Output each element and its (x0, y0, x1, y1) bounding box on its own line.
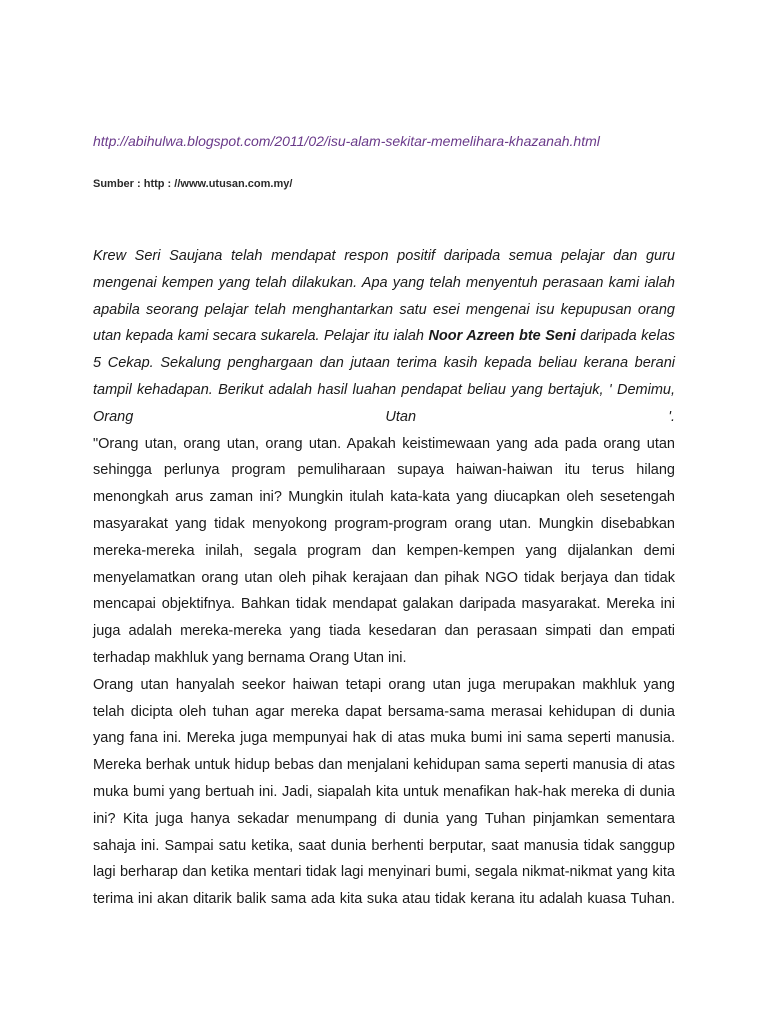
essay-paragraph-1: "Orang utan, orang utan, orang utan. Apakah keistimewaan yang ada pada orang utan sehingga perlunya program pemuliharaan supaya haiwan-haiwan itu terus hilang menongkah arus zaman ini? Mungkin itulah kata-kata yang diucapkan oleh sesetengah masyarakat yang tidak menyokong program-program orang utan. Mungkin disebabkan mereka-mereka inilah, segala program dan kempen-kempen yang dijalankan demi menyelamatkan orang utan oleh pihak kerajaan dan pihak NGO tidak berjaya dan tidak mencapai objektifnya. Bahkan tidak mendapat galakan daripada masyarakat. Mereka ini juga adalah mereka-mereka yang tiada kesedaran dan perasaan simpati dan empati terhadap makhluk yang bernama Orang Utan ini. (93, 435, 675, 666)
student-name: Noor Azreen bte Seni (428, 328, 576, 345)
essay-paragraph-2: Orang utan hanyalah seekor haiwan tetapi orang utan juga merupakan makhluk yang telah dicipta oleh tuhan agar mereka dapat bersama-sama merasai kehidupan di dunia yang fana ini. Mereka juga mempunyai hak di atas muka bumi ini sama seperti manusia. Mereka berhak untuk hidup bebas dan menjalani kehidupan sama seperti manusia di atas muka bumi yang bertuah ini. Jadi, siapalah kita untuk menafikan hak-hak mereka di dunia ini? Kita juga hanya sekadar menumpang di dunia yang Tuhan pinjamkan sementara sahaja ini. Sampai satu ketika, saat dunia berhenti berputar, saat manusia tidak sanggup lagi berharap dan ketika mentari tidak lagi menyinari bumi, segala nikmat-nikmat yang kita terima ini akan ditarik balik sama ada kita suka atau tidak kerana itu adalah kuasa Tuhan. (93, 676, 675, 908)
intro-text-after-name: daripada kelas 5 Cekap. Sekalung penghargaan dan jutaan terima kasih kepada beliau kerana berani tampil kehadapan. Berikut adalah hasil luahan pendapat beliau yang bertajuk, ' Demimu, Orang Utan '. (93, 328, 676, 425)
intro-text-before-name: Krew Seri Saujana telah mendapat respon positif daripada semua pelajar dan guru mengenai kempen yang telah dilakukan. Apa yang telah menyentuh perasaan kami ialah apabila seorang pelajar telah menghantarkan satu esei mengenai isu kepupusan orang utan kepada kami secara sukarela. Pelajar itu ialah (93, 248, 675, 345)
source-link[interactable]: http://abihulwa.blogspot.com/2011/02/isu-alam-sekitar-memelihara-khazanah.html (93, 133, 600, 149)
document-page (93, 131, 675, 913)
intro-paragraph (93, 243, 675, 431)
source-credit: Sumber : http : //www.utusan.com.my/ (93, 178, 293, 190)
